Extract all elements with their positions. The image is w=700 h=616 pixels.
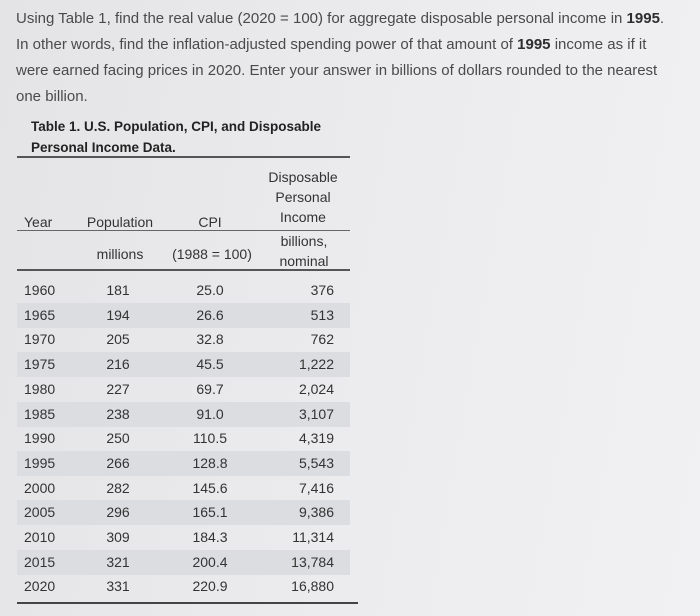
cell-income: 13,784: [291, 553, 334, 570]
cell-cpi: 184.3: [192, 529, 228, 545]
cell-income: 9,386: [298, 504, 334, 521]
cell-cpi: 26.6: [196, 306, 224, 323]
cell-population: 250: [106, 430, 130, 447]
units-income-line-1: billions,: [280, 233, 328, 249]
cell-cpi: 200.4: [192, 553, 228, 570]
cell-income: 762: [310, 331, 334, 348]
cell-cpi: 91.0: [196, 405, 224, 422]
cell-cpi: 110.5: [193, 430, 227, 447]
cell-year: 1995: [24, 454, 56, 471]
cell-income: 513: [310, 306, 334, 323]
cell-cpi: 145.6: [192, 479, 228, 496]
cell-population: 194: [106, 306, 130, 323]
header-income: [258, 167, 348, 227]
cell-cpi: 220.9: [192, 578, 228, 595]
header-income-line-2: Personal: [275, 189, 331, 205]
cell-income: 376: [310, 282, 334, 298]
header-income-line-3: Income: [280, 209, 326, 225]
units-income-line-2: nominal: [279, 253, 329, 269]
cell-income: 16,880: [291, 578, 334, 595]
cell-population: 181: [106, 282, 130, 298]
cell-year: 2020: [24, 578, 56, 595]
units-income: [263, 231, 345, 271]
cell-year: 1965: [24, 306, 56, 323]
cell-cpi: 128.8: [192, 454, 228, 471]
cell-population: 309: [106, 529, 130, 545]
cell-cpi: 25.0: [196, 282, 224, 298]
header-cpi: CPI: [198, 214, 222, 230]
cell-population: 296: [106, 504, 130, 521]
units-population: millions: [96, 246, 144, 262]
cell-year: 1960: [24, 282, 56, 298]
cell-year: 2000: [24, 479, 56, 496]
cell-year: 1975: [24, 356, 56, 373]
cell-income: 4,319: [298, 430, 334, 447]
cell-population: 266: [106, 454, 130, 471]
units-rule: [17, 269, 350, 271]
cell-population: 227: [106, 380, 130, 397]
question-text: [16, 6, 676, 110]
cell-population: 282: [106, 479, 130, 496]
header-population: Population: [86, 214, 154, 230]
cell-population: 321: [106, 553, 130, 570]
cell-cpi: 165.1: [192, 504, 228, 521]
cell-population: 216: [106, 356, 130, 373]
table-caption-line-2: Personal Income Data.: [31, 140, 176, 155]
table-bottom-rule: [17, 602, 358, 604]
cell-cpi: 32.8: [196, 331, 224, 348]
question-part-1: Using Table 1, find the real value (2020 = 100) for aggregate disposable personal income in: [16, 10, 627, 27]
cell-cpi: 45.5: [196, 356, 224, 373]
cell-year: 2005: [24, 504, 56, 521]
cell-year: 1990: [24, 430, 56, 447]
header-year: Year: [24, 214, 53, 230]
cell-income: 11,314: [292, 529, 334, 545]
cell-income: 1,222: [298, 356, 334, 373]
cell-year: 2015: [24, 553, 56, 570]
cell-population: 205: [106, 331, 130, 348]
cell-year: 2010: [24, 529, 56, 545]
question-year-bold: 1995: [626, 10, 660, 27]
cell-cpi: 69.7: [196, 380, 224, 397]
cell-year: 1985: [24, 405, 56, 422]
cell-income: 3,107: [298, 405, 334, 422]
cell-population: 238: [106, 405, 130, 422]
cell-income: 5,543: [298, 454, 334, 471]
units-cpi: (1988 = 100): [172, 246, 252, 262]
table-caption-line-1: Table 1. U.S. Population, CPI, and Disposable: [31, 119, 322, 134]
question-year-bold-2: 1995: [517, 36, 551, 53]
cell-year: 1980: [24, 380, 56, 397]
table-top-rule: [17, 156, 350, 158]
cell-year: 1970: [24, 331, 56, 348]
cell-income: 2,024: [298, 380, 334, 397]
question-part-2: . In other words, find the inflation-adjusted spending power of that amount of: [16, 10, 665, 53]
cell-population: 331: [106, 578, 130, 595]
header-income-line-1: Disposable: [268, 169, 338, 185]
table-caption: [31, 116, 361, 158]
question-part-3: income as if it were earned facing prices in 2020. Enter your answer in billions of dollars rounded to the nearest one billion.: [16, 36, 658, 105]
cell-income: 7,416: [298, 479, 334, 496]
